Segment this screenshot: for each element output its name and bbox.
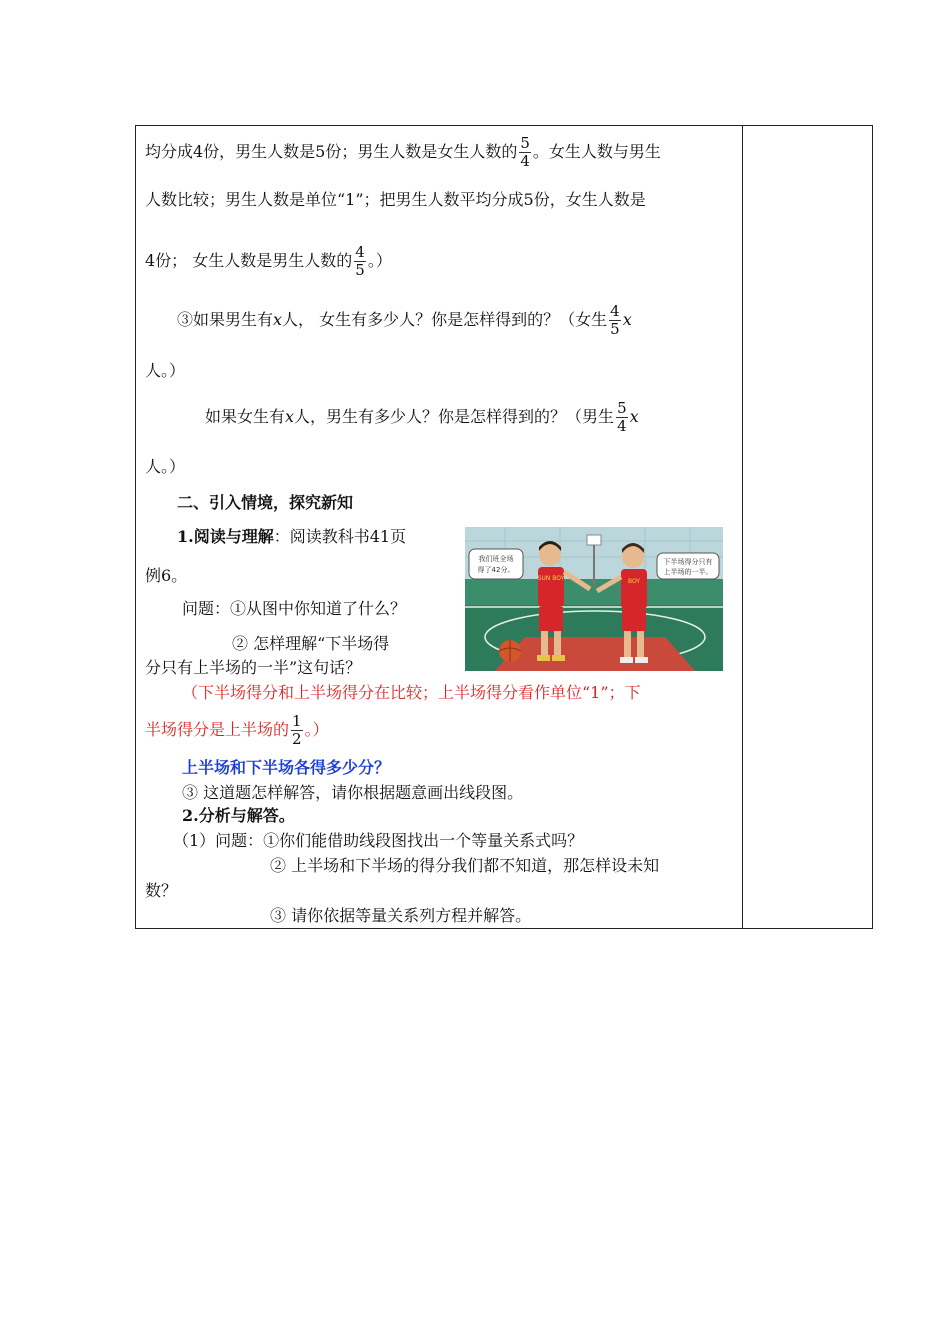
text: 均分成4份，男生人数是5份；男生人数是女生人数的 (145, 142, 518, 161)
fraction-4-5 (609, 303, 621, 338)
question-3-end: 人。） (145, 361, 186, 380)
problem-3: ③ 请你依据等量关系列方程并解答。 (270, 906, 532, 925)
numerator: 5 (617, 399, 627, 417)
read-question-2b: 分只有上半场的一半”这句话？ (145, 658, 362, 677)
text: 。） (304, 720, 329, 739)
fraction-1-2 (291, 713, 303, 748)
variable-x: x (285, 407, 295, 426)
text: 人， 女生有多少人？你是怎样得到的？（女生 (282, 310, 608, 329)
text: 人，男生有多少人？你是怎样得到的？（男生 (294, 407, 615, 426)
numerator: 1 (292, 712, 302, 730)
read-line-2: 例6。 (145, 566, 188, 585)
basketball-illustration (465, 527, 723, 671)
fraction-5-4 (616, 400, 628, 435)
blue-question: 上半场和下半场各得多少分？ (182, 758, 391, 777)
bubble-right-line-2: 上半场的一半。 (663, 568, 713, 576)
text: 半场得分是上半场的 (145, 720, 290, 739)
problem-2b: 数？ (145, 881, 178, 900)
denominator: 2 (292, 730, 302, 748)
text: 。女生人数与男生 (532, 142, 661, 161)
denominator: 5 (610, 320, 620, 338)
question-4-end: 人。） (145, 457, 186, 476)
bubble-left-line-1: 我们班全场 (478, 555, 514, 563)
question-3-line (177, 303, 632, 338)
fraction-4-5 (354, 244, 366, 279)
text: ：阅读教科书41页 (273, 527, 407, 546)
intro-line-2: 人数比较；男生人数是单位“1”；把男生人数平均分成5份，女生人数是 (145, 190, 646, 209)
bubble-right-line-1: 下半场得分只有 (663, 558, 713, 566)
text: 。） (367, 251, 392, 270)
read-question-2a: ② 怎样理解“下半场得 (232, 634, 390, 653)
question-4-line (205, 400, 639, 435)
problem-1: （1）问题：①你们能借助线段图找出一个等量关系式吗？ (173, 831, 584, 850)
text: 如果女生有 (205, 407, 286, 426)
jersey-left-text: SUN BOY (537, 575, 565, 582)
numerator: 5 (520, 134, 530, 152)
answer-line-2 (145, 713, 329, 748)
denominator: 4 (520, 152, 530, 170)
denominator: 4 (617, 417, 627, 435)
intro-line-1 (145, 135, 661, 170)
question-draw-diagram: ③ 这道题怎样解答，请你根据题意画出线段图。 (182, 783, 524, 802)
answer-line-1: （下半场得分和上半场得分在比较；上半场得分看作单位“1”；下 (182, 683, 641, 702)
column-divider (742, 125, 743, 929)
section-2-heading: 二、引入情境，探究新知 (177, 493, 354, 512)
fraction-5-4 (519, 135, 531, 170)
denominator: 5 (355, 261, 365, 279)
intro-line-3 (145, 244, 392, 279)
basketball-court-image (465, 527, 723, 671)
jersey-right-text: BOY (627, 578, 641, 585)
text: 4份； 女生人数是男生人数的 (145, 251, 353, 270)
read-title: 1.阅读与理解 (177, 527, 274, 546)
text: ③如果男生有 (177, 310, 274, 329)
read-question-1: 问题：①从图中你知道了什么？ (182, 599, 407, 618)
variable-x: x (622, 310, 632, 329)
variable-x: x (273, 310, 283, 329)
numerator: 4 (610, 302, 620, 320)
problem-2a: ② 上半场和下半场的得分我们都不知道，那怎样设未知 (270, 856, 660, 875)
analyze-heading: 2.分析与解答。 (182, 806, 295, 825)
numerator: 4 (355, 243, 365, 261)
variable-x: x (629, 407, 639, 426)
bubble-left-line-2: 得了42分。 (477, 566, 515, 574)
read-title-line (177, 527, 406, 547)
